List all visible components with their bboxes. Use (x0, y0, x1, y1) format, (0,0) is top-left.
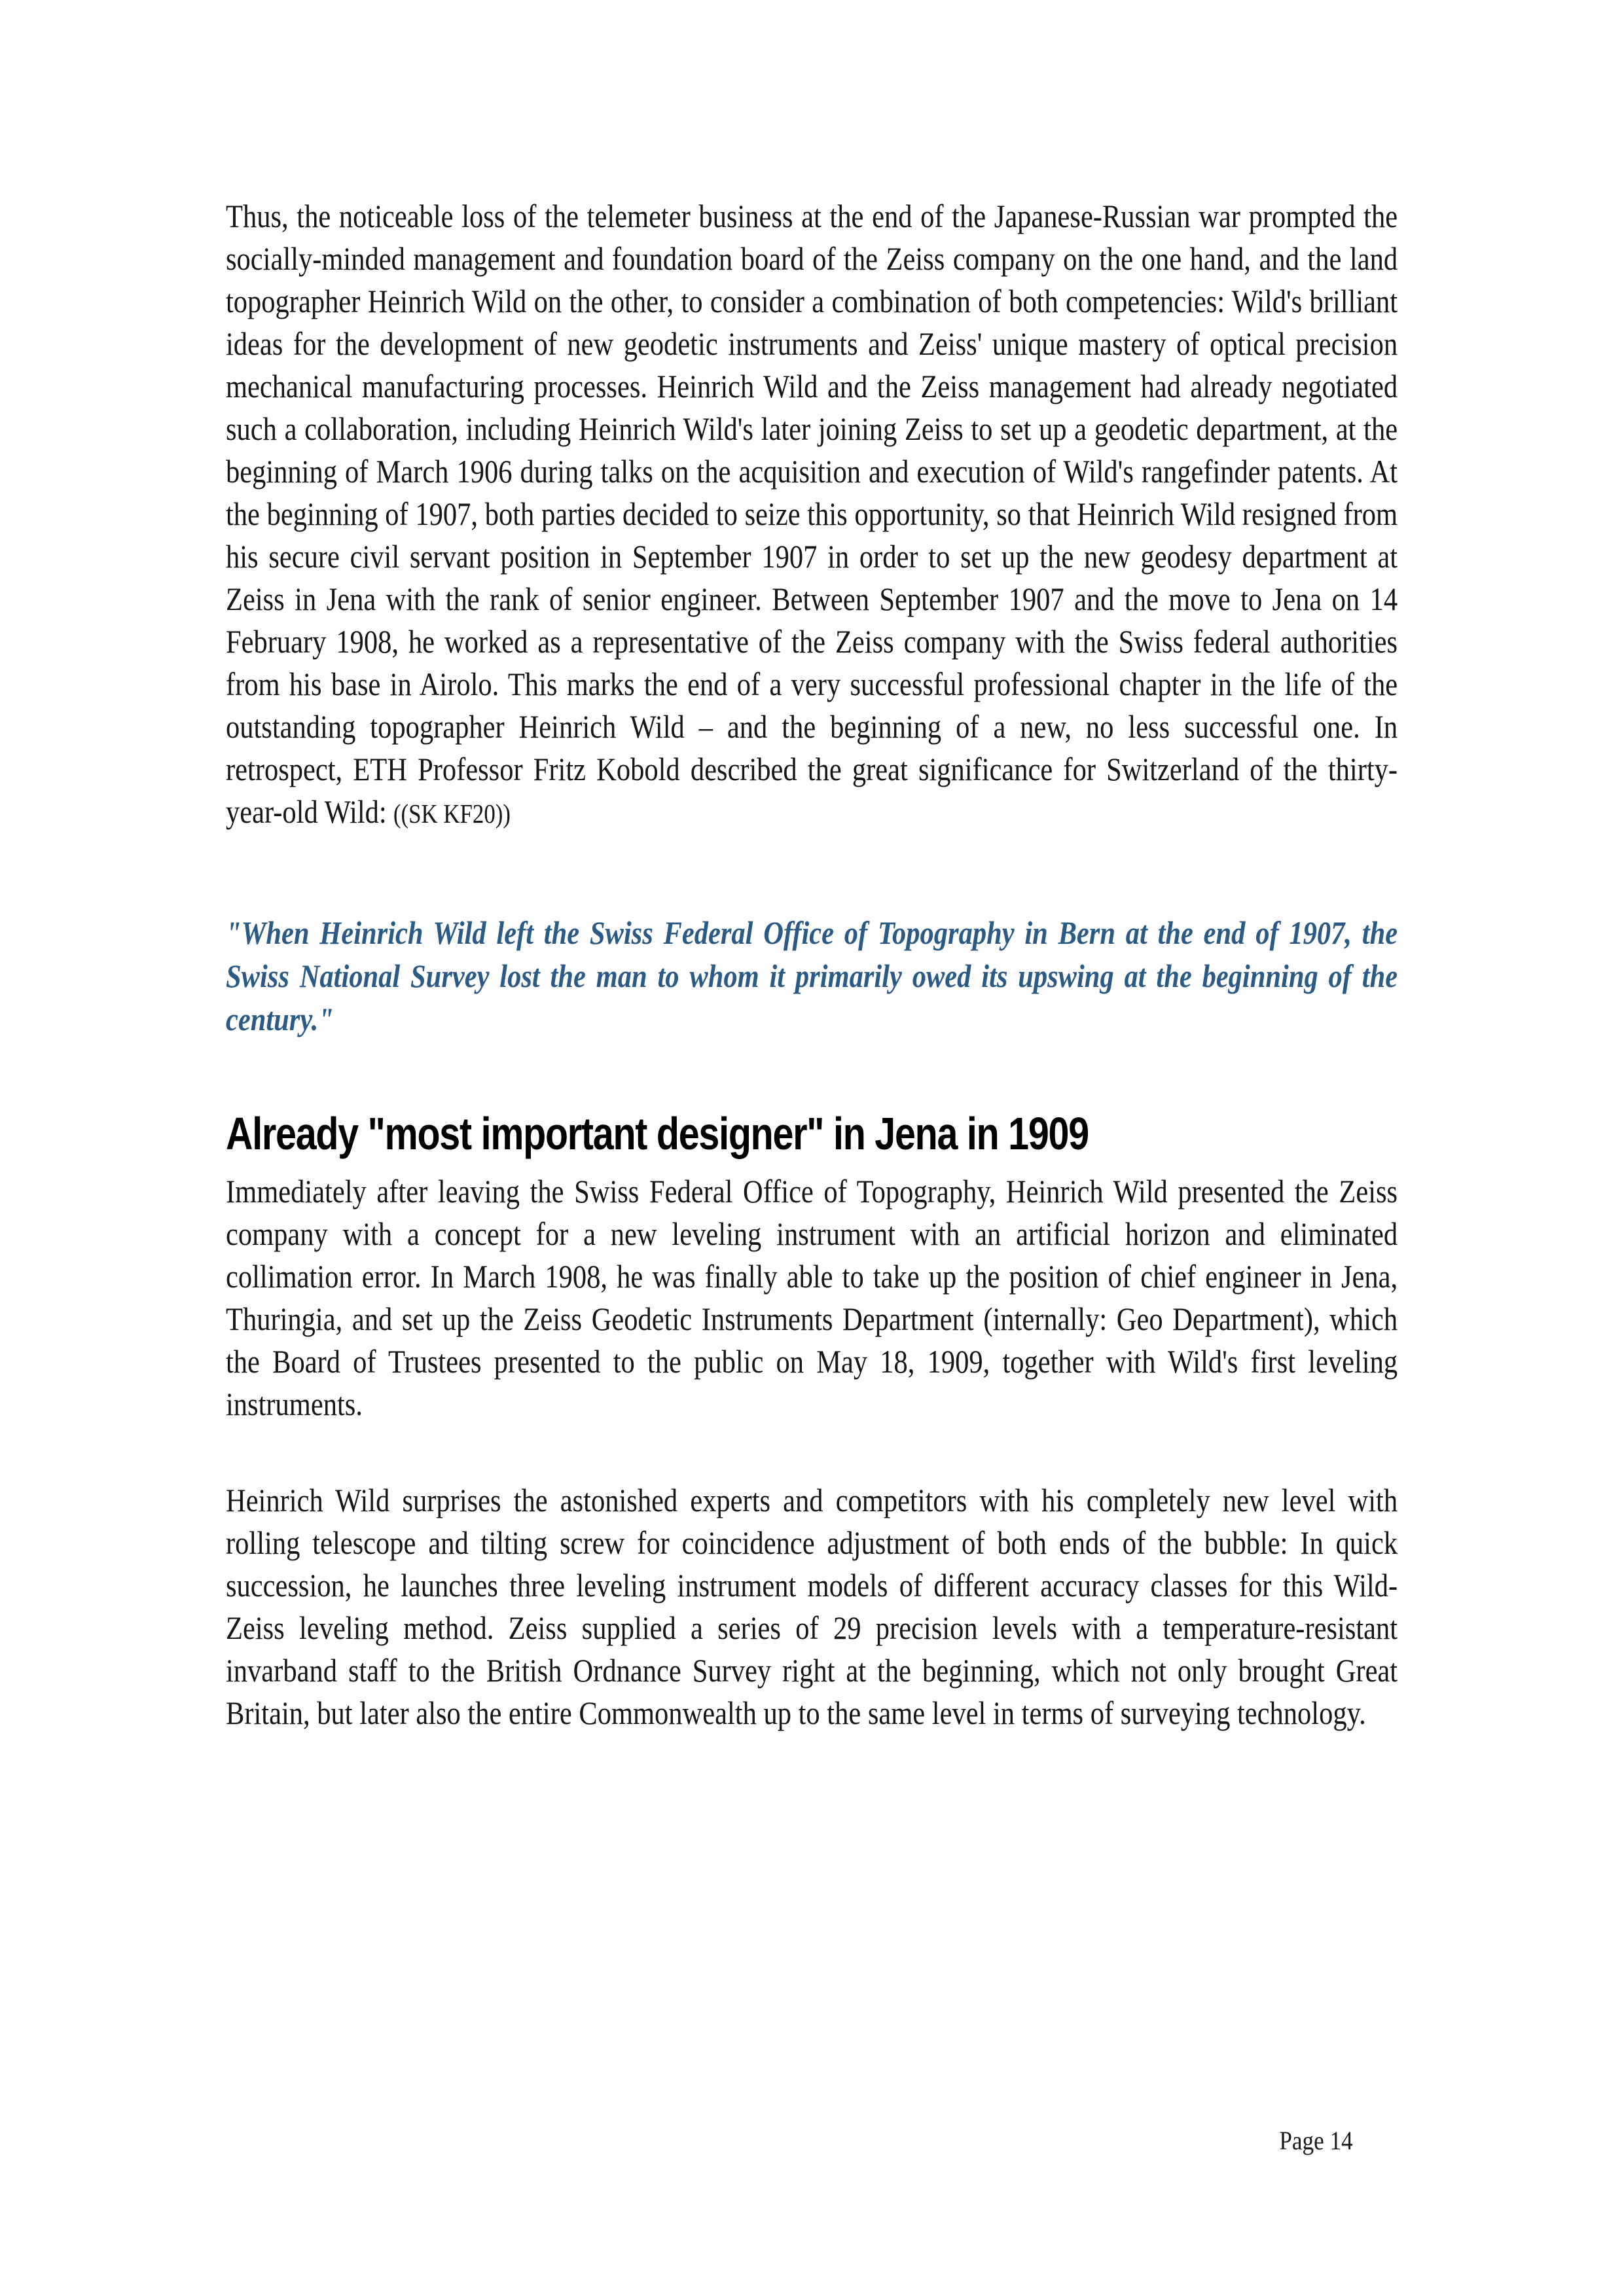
section-heading: Already "most important designer" in Jena in 1909 (226, 1108, 1089, 1159)
paragraph-jena-1909: Immediately after leaving the Swiss Federal Office of Topography, Heinrich Wild presented the Zeiss company with a concept for a new leveling instrument with an artificial horizon and eliminated collimation error. In March 1908, he was finally able to take up the position of chief engineer in Jena, Thuringia, and set up the Zeiss Geodetic Instruments Department (internally: Geo Department), which the Board of Trustees presented to the public on May 18, 1909, together with Wild's first leveling instruments. (226, 1173, 1398, 1422)
pull-quote: "When Heinrich Wild left the Swiss Federal Office of Topography in Bern at the end of 1907, the Swiss National Survey lost the man to whom it primarily owed its upswing at the beginning of the century." (226, 914, 1398, 1037)
paragraph-intro (226, 195, 1398, 835)
paragraph-leveling-instruments: Heinrich Wild surprises the astonished experts and competitors with his completely new level with rolling telescope and tilting screw for coincidence adjustment of both ends of the bubble: In quick succession, he launches three leveling instrument models of different accuracy classes for this Wild-Zeiss leveling method. Zeiss supplied a series of 29 precision levels with a temperature-resistant invarband staff to the British Ordnance Survey right at the beginning, which not only brought Great Britain, but later also the entire Commonwealth up to the same level in terms of surveying technology. (226, 1482, 1398, 1731)
paragraph-intro-text: Thus, the noticeable loss of the telemeter business at the end of the Japanese-Russian war prompted the socially-minded management and foundation board of the Zeiss company on the one hand, and the land topographer Heinrich Wild on the other, to consider a combination of both competencies: Wild's brilliant ideas for the development of new geodetic instruments and Zeiss' unique mastery of optical precision mechanical manufacturing processes. Heinrich Wild and the Zeiss management had already negotiated such a collaboration, including Heinrich Wild's later joining Zeiss to set up a geodetic department, at the beginning of March 1906 during talks on the acquisition and execution of Wild's rangefinder patents. At the beginning of 1907, both parties decided to seize this opportunity, so that Heinrich Wild resigned from his secure civil servant position in September 1907 in order to set up the new geodesy department at Zeiss in Jena with the rank of senior engineer. Between September 1907 and the move to Jena on 14 February 1908, he worked as a representative of the Zeiss company with the Swiss federal authorities from his base in Airolo. This marks the end of a very successful professional chapter in the life of the outstanding topographer Heinrich Wild – and the beginning of a new, no less successful one. In retrospect, ETH Professor Fritz Kobold described the great significance for Switzerland of the thirty-year-old Wild: (226, 198, 1398, 830)
page-content (226, 195, 1624, 1734)
page-number: Page 14 (1279, 2126, 1353, 2155)
citation-note: ((SK KF20)) (393, 798, 511, 829)
